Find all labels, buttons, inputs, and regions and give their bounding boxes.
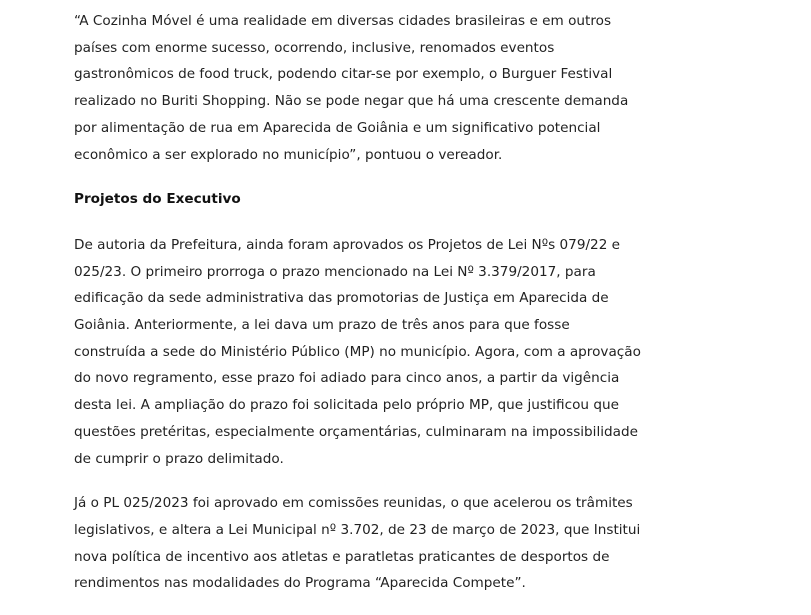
paragraph-pl: Já o PL 025/2023 foi aprovado em comissões reunidas, o que acelerou os trâmites legislativos, e altera a Lei Municipal nº 3.702, de 23 de março de 2023, que Institui nova política de incentivo aos atletas e paratletas praticantes de desportos de rendimentos nas modalidades do Programa “Aparecida Compete”.: [74, 495, 641, 592]
article-body: [74, 8, 644, 615]
section-heading: Projetos do Executivo: [74, 191, 241, 208]
paragraph-quote: “A Cozinha Móvel é uma realidade em diversas cidades brasileiras e em outros países com enorme sucesso, ocorrendo, inclusive, renomados eventos gastronômicos de food truck, podendo citar-se por exemplo, o Burguer Festival realizado no Buriti Shopping. Não se pode negar que há uma crescente demanda por alimentação de rua em Aparecida de Goiânia e um significativo potencial econômico a ser explorado no município”, pontuou o vereador.: [74, 13, 629, 163]
paragraph-executivo: De autoria da Prefeitura, ainda foram aprovados os Projetos de Lei Nºs 079/22 e 025/23. O primeiro prorroga o prazo mencionado na Lei Nº 3.379/2017, para edificação da sede administrativa das promotorias de Justiça em Aparecida de Goiânia. Anteriormente, a lei dava um prazo de três anos para que fosse construída a sede do Ministério Público (MP) no município. Agora, com a aprovação do novo regramento, esse prazo foi adiado para cinco anos, a partir da vigência desta lei. A ampliação do prazo foi solicitada pelo próprio MP, que justificou que questões pretéritas, especialmente orçamentárias, culminaram na impossibilidade de cumprir o prazo delimitado.: [74, 236, 641, 467]
